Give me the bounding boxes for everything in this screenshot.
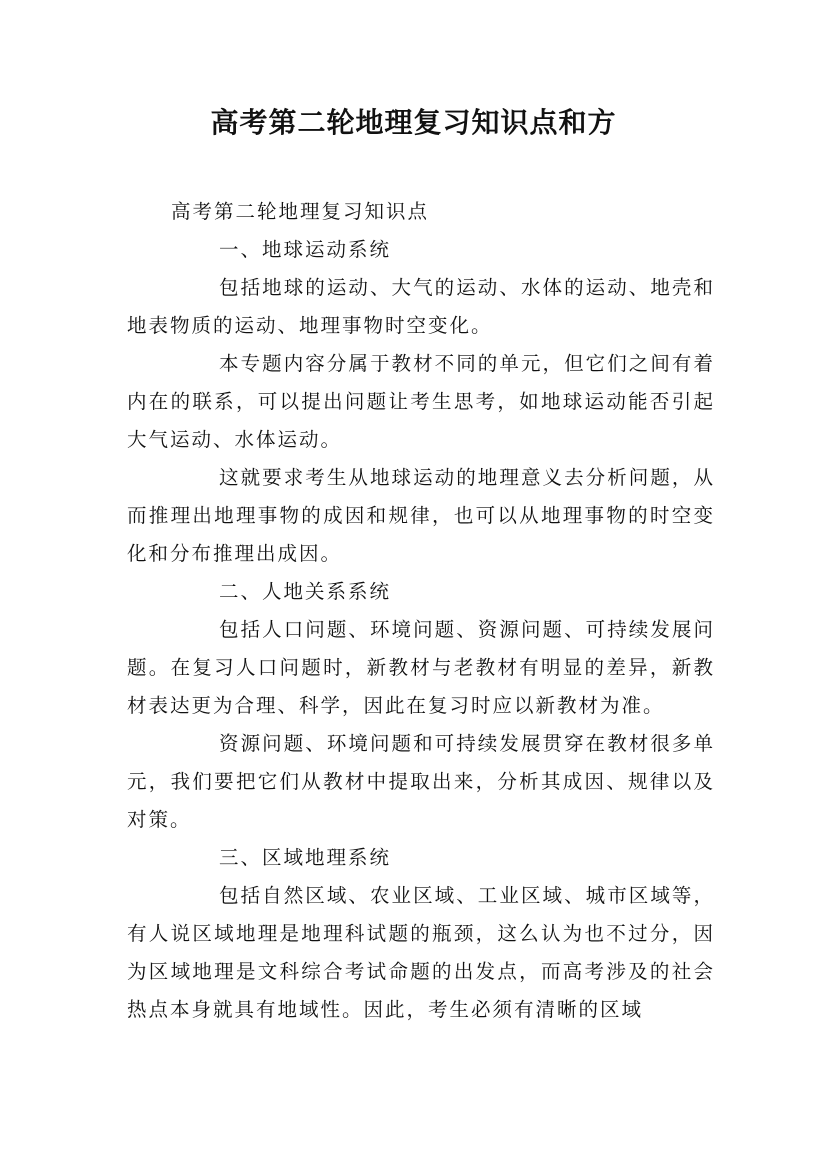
document-body (127, 193, 715, 1029)
section-heading-regional: 三、区域地理系统 (219, 846, 392, 869)
section-heading-earth-motion: 一、地球运动系统 (219, 238, 392, 261)
paragraph: 包括人口问题、环境问题、资源问题、可持续发展问题。在复习人口问题时，新教材与老教材有明显的差异，新教材表达更为合理、科学，因此在复习时应以新教材为准。 (127, 618, 715, 717)
paragraph: 这就要求考生从地球运动的地理意义去分析问题，从而推理出地理事物的成因和规律，也可以从地理事物的时空变化和分布推理出成因。 (127, 466, 715, 565)
paragraph: 包括自然区域、农业区域、工业区域、城市区域等，有人说区域地理是地理科试题的瓶颈，这么认为也不过分，因为区域地理是文科综合考试命题的出发点，而高考涉及的社会热点本身就具有地域性。因此，考生必须有清晰的区域 (127, 884, 715, 1021)
paragraph: 资源问题、环境问题和可持续发展贯穿在教材很多单元，我们要把它们从教材中提取出来，分析其成因、规律以及对策。 (127, 732, 715, 831)
paragraph: 本专题内容分属于教材不同的单元，但它们之间有着内在的联系，可以提出问题让考生思考，如地球运动能否引起大气运动、水体运动。 (127, 352, 715, 451)
section-subtitle: 高考第二轮地理复习知识点 (171, 200, 430, 223)
section-heading-human-land: 二、人地关系系统 (219, 580, 392, 603)
document-title: 高考第二轮地理复习知识点和方 (210, 106, 617, 139)
paragraph: 包括地球的运动、大气的运动、水体的运动、地壳和地表物质的运动、地理事物时空变化。 (127, 276, 715, 337)
